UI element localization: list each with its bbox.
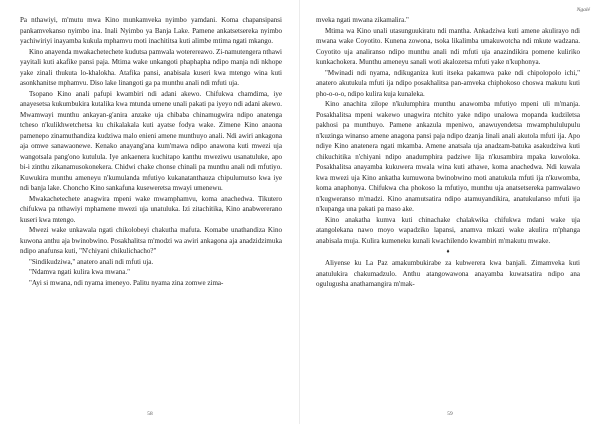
paragraph: Mtima wa Kino unali utasunguukiratu ndi mantha. Ankadziwa kuti amene akulirayo ndi mwana wake Coyotito. Kunena zowona, tsoka likalimba umakuwotcha ndi mkute wadzana. Coyotito uja analiranso ndipo munthu anali ndi mfuti uja anazindikira pomene kuliriko kunkachokera. Munthu ameneyu sanali woti akalozetsa mfuti yake n'kuphonya. (316, 26, 580, 66)
paragraph: mveka ngati mwana zikamalira." (316, 16, 409, 24)
dialogue-line: "Ayi si mwana, ndi nyama imeneyo. Palitu nyama zina zomwe zima- (29, 278, 224, 287)
dialogue-line: "Sindikudziwa," anatero anali ndi mfuti uja. (29, 257, 154, 266)
section-break-ornament: ♦ (446, 249, 450, 255)
dialogue-line: "Ndamva ngati kulira kwa mwana." (29, 268, 131, 276)
paragraph: Mwezi wake unkawala ngati chikolobeyi chakutha mafuta. Komabe unathandiza Kino kuwona anthu aja bwinobwino. Posakhalitsa m'modzi wa awiri ankagona aja anadzidzimuka ndipo anafunsa kuti, "N'chiyani chikulichacho?" (20, 226, 282, 255)
paragraph: Pa nthawiyi, m'mutu mwa Kino munkamveka nyimbo yamdani. Koma chapansipansi pankamvekanso nyimbo ina. Inali Nyimbo ya Banja Lake. Pamene ankatsetsereka nyimbo yachiwiriyi inayamba kukula mphamvu moti inachititsa kuti alimbe mtima ngati mkango. (20, 16, 282, 45)
page-number-right: 59 (447, 411, 453, 417)
paragraph: "Mwinadi ndi nyama, ndikuganiza kuti itseka pakamwa pake ndi chipolopolo ichi," anatero akutukula mfuti ija ndipo posakhalitsa pan-amveka chiphokoso choswa makutu kuti pho-o-o-o, ndipo kulira kuja kunaleka. (316, 68, 580, 98)
paragraph: Tsopano Kino anali pafupi kwambiri ndi adani akewo. Chifukwa chamdima, iye anayesetsa kukumbukira kutalika kwa mtunda umene unali pakati pa iyeyo ndi adani akewo. Mwamwayi munthu ankayan-g'anira anzake uja chibaba chinamugwira ndipo anatenga tcheso n'kulikhwetchetsa ku chikalakala kuti ayatse fodya wake. Zimene Kino anaona pamenepo zinamuthandiza kudziwa malo enieni amene munthuyo anali. Ndi awiri ankagona aja omwe sanawaonewe. Kenako anayang'ana kum'mawa ndipo anawona kuti mwezi uja wangotsala pang'ono kutulula. Iye ankaenera kuchitapo kanthu mweziwu usanatuluke, apo bi-i zinthu zikanamusokonekera. Chidwi chake chonse chinali pa munthu anali ndi mfutiyo. Kuwukira munthu ameneyu n'kumulanda mfutiyo kukanatanthauza chipulumutso kwa iye ndi banja lake. Choncho Kino sankafuna kuseweretsa mwayi umenewu. (20, 89, 282, 192)
right-page (300, 0, 600, 424)
paragraph: Kino anayenda mwakachetechete kudutsa pamwala woterereawo. Zi-namutengera nthawi yayitali kuti akafike pansi paja. Mtima wake unkangoti phaphapha ndipo manja ndi nkhope yake zinali thukuta lo-khalokha. Atafika pansi, anabisala kuseri kwa mtengo wina kuti asonkhanitse mphamvu. Diso lake linangoti ga pa munthu anali ndi mfuti uja. (20, 47, 282, 87)
left-page-text (20, 15, 282, 288)
right-page-text (316, 15, 580, 290)
paragraph: Kino anakatha kumva kuti chinachake chalakwika chifukwa mdani wake uja atangolekana nawo moyo wapadziko lapansi, anamva mkazi wake akulira m'phanga anabisala muja. Kulira kumeneku kunali kwachilendo kwambiri m'makutu mwake. (316, 215, 580, 245)
page-number-left: 58 (147, 411, 153, 417)
paragraph: Mwakachetechete anagwira mpeni wake mwamphamvu, koma anachedwa. Tikutero chifukwa pa nthawiyi mphamene mwezi uja unatuluka. Izi zitachitika, Kino anabwererano kuseri kwa mtengo. (20, 194, 282, 224)
running-head: Ngalé (576, 7, 590, 13)
paragraph: Kino anachita zilope n'kulumphira munthu anawomba mfutiyo mpeni uli m'manja. Posakhalitsa mpeni wakewo unagwira ntchito yake ndipo unalowa mopanda kudziletsa pakhosi pa munthuyo. Pamene ankazula mpeniwo, anawuyendetsa mwamphululupulu n'kuzinga winanso amene anagona pansi paja ndipo dzanja linali anali akutola mfuti ija. Apo ndiye Kino anatenera ngati mkamba. Amene anatsala uja anadzam-batuka asakudziwa kuti chikuchitika n'chiyani ndipo anadumphira padziwe lija n'kusambira mpaka kuwoloka. Posakhalitsa anayamba kukuwera mwala wina kuti athawe, koma anachedwa. Ndi kuwala kwa mwezi uja Kino ankatha kumuwona bwinobwino moti anatukula mfuti ija n'kuwomba, koma anaphonya. Chifukwa cha phokoso la mfutiyo, munthu uja anatsetsereka pamwalawo n'kugweranso m'madzi. Kino anamutsatira ndipo atamuyandikira, anatukulanso mfuti ija n'kupanga una pakati pa maso ake. (316, 100, 580, 213)
paragraph: Aliyense ku La Paz amakumbukirabe za kubwerera kwa banjali. Zimamveka kuti anatulukira chakumadzulo. Anthu atangowawona anayamba kuwatsatira ndipo ana ogulugusha anathamangira m'mak- (316, 259, 580, 288)
